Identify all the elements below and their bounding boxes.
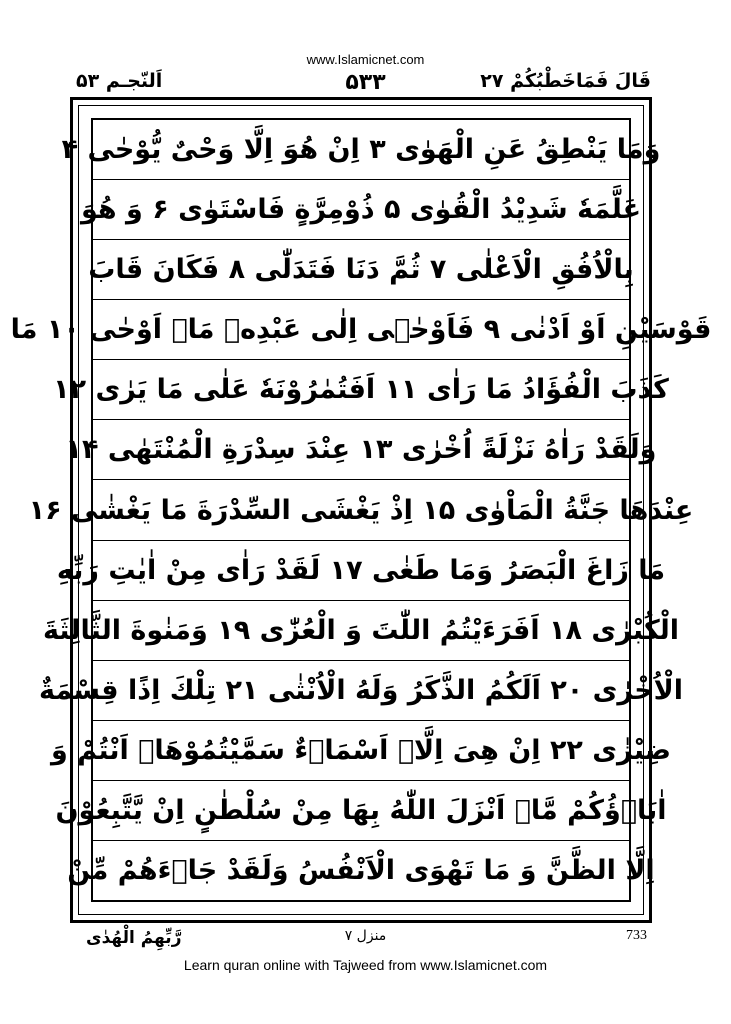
frame-border-middle (10, 105, 712, 915)
verse-line: عِنْدَهَا جَنَّةُ الْمَاْوٰى ۱۵ اِذْ يَغْشَى السِّدْرَةَ مَا يَغْشٰى ۱۶ (93, 480, 629, 540)
verse-line: بِالْاُفُقِ الْاَعْلٰى ۷ ثُمَّ دَنَا فَتَدَلّٰى ۸ فَكَانَ قَابَ (93, 240, 629, 300)
catchword: رَّبِّهِمُ الْهُدٰى (86, 928, 182, 948)
page-number-latin: 733 (626, 928, 647, 943)
verse-line: عَلَّمَهٗ شَدِيْدُ الْقُوٰى ۵ ذُوْمِرَّةٍ فَاسْتَوٰى ۶ وَ هُوَ (93, 180, 629, 240)
verse-line: قَوْسَيْنِ اَوْ اَدْنٰى ۹ فَاَوْحٰۤى اِلٰى عَبْدِهٖ مَاۤ اَوْحٰى ۱۰ مَا (93, 300, 629, 360)
page-frame (10, 97, 712, 923)
verse-lines (10, 120, 712, 900)
verse-line: اٰبَاۤؤُكُمْ مَّاۤ اَنْزَلَ اللّٰهُ بِهَا مِنْ سُلْطٰنٍ اِنْ يَّتَّبِعُوْنَ (93, 781, 629, 841)
page-number-arabic: ۵۳۳ (345, 70, 386, 95)
surah-name: اَلنّجـم ۵۳ (76, 70, 163, 92)
text-area (10, 118, 712, 902)
verse-line: وَلَقَدْ رَاٰهُ نَزْلَةً اُخْرٰى ۱۳ عِنْدَ سِدْرَةِ الْمُنْتَهٰى ۱۴ (93, 420, 629, 480)
verse-line: الْكُبْرٰى ۱۸ اَفَرَءَيْتُمُ اللّٰتَ وَ الْعُزّٰى ۱۹ وَمَنٰوةَ الثَّالِثَةَ (93, 601, 629, 661)
verse-line: كَذَبَ الْفُؤَادُ مَا رَاٰى ۱۱ اَفَتُمٰرُوْنَهٗ عَلٰى مَا يَرٰى ۱۲ (93, 360, 629, 420)
verse-line: وَمَا يَنْطِقُ عَنِ الْهَوٰى ۳ اِنْ هُوَ اِلَّا وَحْىٌ يُّوْحٰى ۴ (93, 120, 629, 180)
verse-line: ضِيْزٰى ۲۲ اِنْ هِىَ اِلَّاۤ اَسْمَاۤءٌ سَمَّيْتُمُوْهَاۤ اَنْتُمْ وَ (93, 721, 629, 781)
para-name: قَالَ فَمَاخَطْبُكُمْ ۲۷ (480, 70, 651, 92)
verse-line: الْاُخْرٰى ۲۰ اَلَكُمُ الذَّكَرُ وَلَهُ الْاُنْثٰى ۲۱ تِلْكَ اِذًا قِسْمَةٌ (93, 661, 629, 721)
verse-line: اِلَّا الظَّنَّ وَ مَا تَهْوَى الْاَنْفُسُ وَلَقَدْ جَاۤءَهُمْ مِّنْ (67, 854, 655, 886)
manzil-label: منزل ۷ (344, 928, 387, 944)
learn-quran-text: Learn quran online with Tajweed from www.Islamicnet.com (183, 957, 548, 973)
verse-line: مَا زَاغَ الْبَصَرُ وَمَا طَغٰى ۱۷ لَقَدْ رَاٰى مِنْ اٰيٰتِ رَبِّهِ (93, 541, 629, 601)
site-url: www.Islamicnet.com (306, 52, 425, 67)
